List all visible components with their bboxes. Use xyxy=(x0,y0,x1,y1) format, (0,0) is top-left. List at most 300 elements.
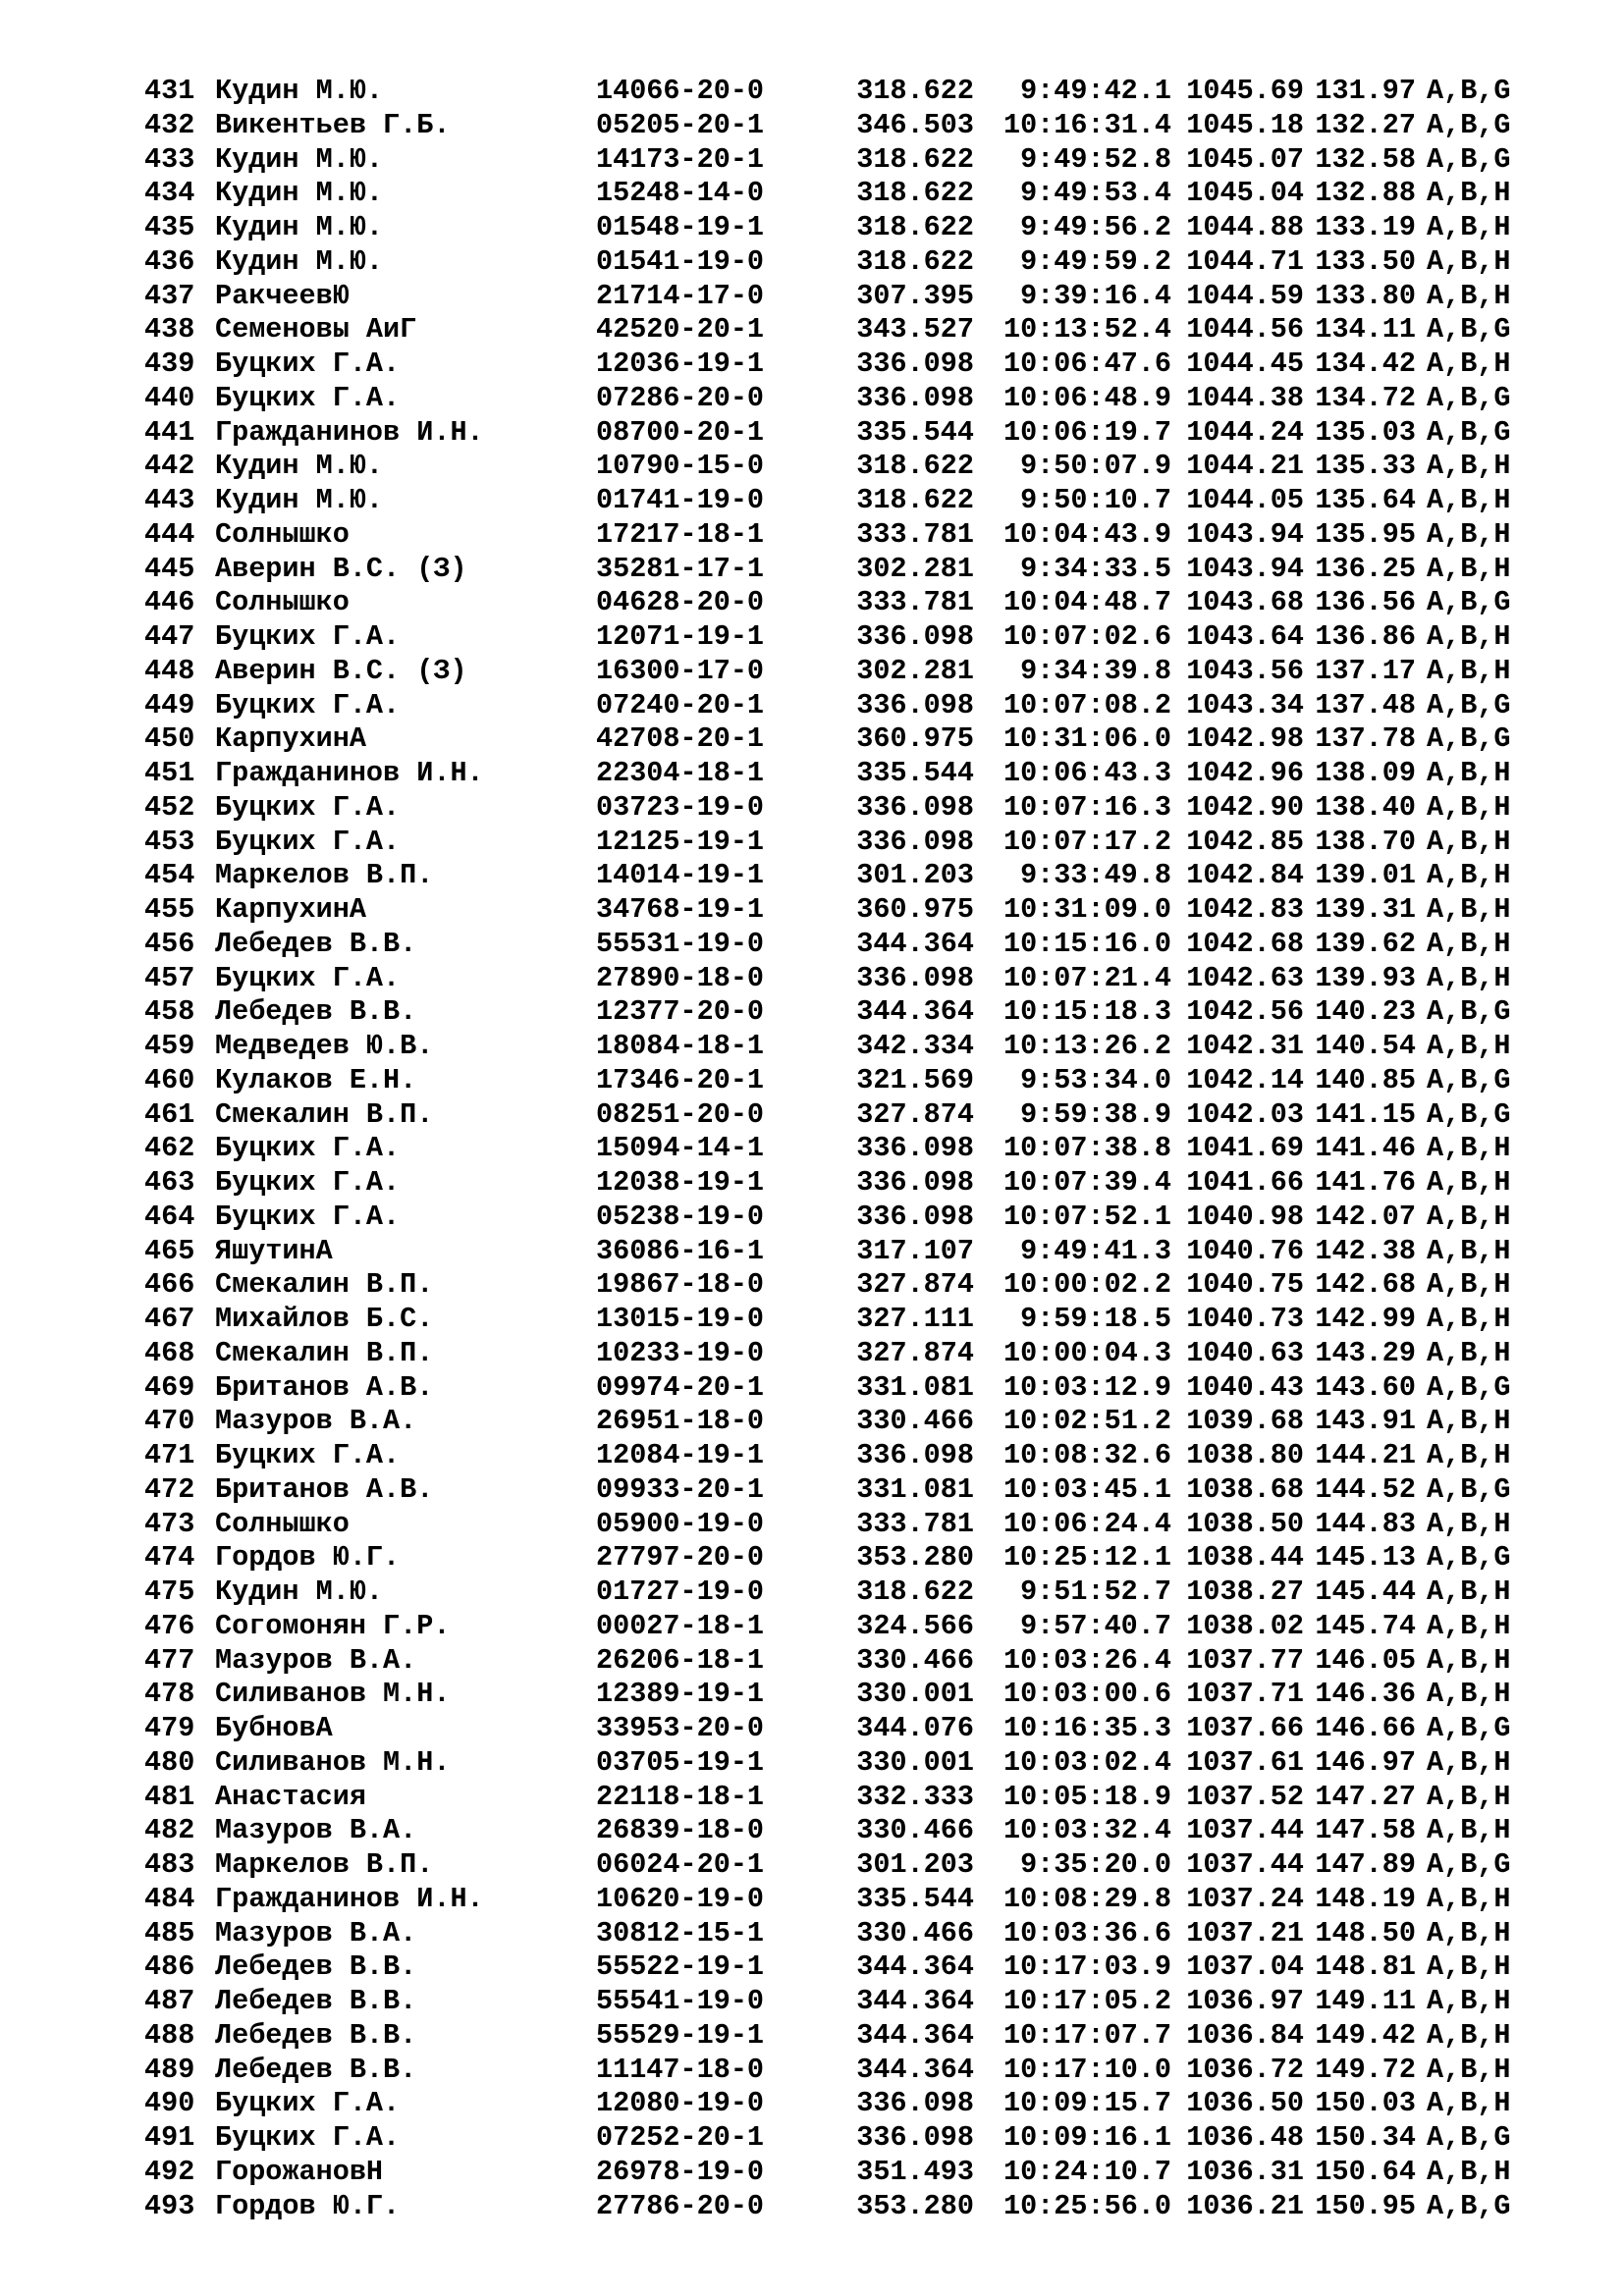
points: 146.97 xyxy=(1315,1745,1416,1779)
place-number: 461 xyxy=(144,1097,195,1131)
owner-name: Кудин М.Ю. xyxy=(215,1575,384,1608)
table-row xyxy=(144,1950,1578,1985)
points: 141.15 xyxy=(1315,1097,1416,1131)
ring-number: 12071-19-1 xyxy=(596,620,765,653)
arrival-time: 10:04:43.9 xyxy=(1002,517,1171,551)
distance: 327.874 xyxy=(856,1097,974,1131)
speed: 1043.56 xyxy=(1186,654,1304,687)
owner-name: Лебедев В.В. xyxy=(215,2018,417,2052)
distance: 307.395 xyxy=(856,279,974,312)
table-row xyxy=(144,928,1578,962)
speed: 1037.44 xyxy=(1186,1814,1304,1847)
place-number: 432 xyxy=(144,108,195,141)
distance: 333.781 xyxy=(856,1507,974,1540)
category: A,B,G xyxy=(1427,313,1511,347)
arrival-time: 10:17:03.9 xyxy=(1002,1950,1171,1984)
distance: 335.544 xyxy=(856,757,974,789)
category: A,B,G xyxy=(1427,586,1511,619)
distance: 327.874 xyxy=(856,1268,974,1302)
owner-name: Мазуров В.А. xyxy=(215,1916,417,1949)
table-row xyxy=(144,1268,1578,1303)
place-number: 465 xyxy=(144,1234,195,1267)
owner-name: Буцких Г.А. xyxy=(215,620,401,653)
place-number: 466 xyxy=(144,1268,195,1302)
speed: 1045.18 xyxy=(1186,108,1304,141)
place-number: 445 xyxy=(144,552,195,585)
owner-name: Маркелов В.П. xyxy=(215,859,434,892)
distance: 344.076 xyxy=(856,1712,974,1744)
ring-number: 12080-19-0 xyxy=(596,2087,765,2120)
points: 139.93 xyxy=(1315,961,1416,994)
points: 137.17 xyxy=(1315,654,1416,687)
arrival-time: 10:17:05.2 xyxy=(1002,1985,1171,2017)
arrival-time: 9:57:40.7 xyxy=(1020,1609,1171,1642)
distance: 336.098 xyxy=(856,961,974,994)
owner-name: Аверин В.С. (З) xyxy=(215,552,467,585)
points: 138.09 xyxy=(1315,757,1416,789)
category: A,B,H xyxy=(1427,1882,1511,1915)
arrival-time: 10:07:17.2 xyxy=(1002,825,1171,858)
ring-number: 21714-17-0 xyxy=(596,279,765,312)
table-row xyxy=(144,1508,1578,1542)
results-table xyxy=(144,75,1578,2223)
distance: 332.333 xyxy=(856,1780,974,1813)
table-row xyxy=(144,1610,1578,1644)
place-number: 434 xyxy=(144,177,195,210)
points: 140.85 xyxy=(1315,1063,1416,1096)
distance: 336.098 xyxy=(856,2121,974,2154)
ring-number: 13015-19-0 xyxy=(596,1303,765,1335)
points: 149.72 xyxy=(1315,2053,1416,2086)
owner-name: Гордов Ю.Г. xyxy=(215,1541,401,1575)
place-number: 485 xyxy=(144,1916,195,1949)
owner-name: Силиванов М.Н. xyxy=(215,1678,451,1711)
distance: 330.466 xyxy=(856,1405,974,1438)
ring-number: 27890-18-0 xyxy=(596,961,765,994)
arrival-time: 9:53:34.0 xyxy=(1020,1063,1171,1096)
arrival-time: 10:00:04.3 xyxy=(1002,1336,1171,1369)
owner-name: Кудин М.Ю. xyxy=(215,142,384,176)
arrival-time: 10:07:08.2 xyxy=(1002,688,1171,721)
owner-name: Солнышко xyxy=(215,517,350,551)
owner-name: Буцких Г.А. xyxy=(215,2087,401,2120)
speed: 1042.63 xyxy=(1186,961,1304,994)
owner-name: Мазуров В.А. xyxy=(215,1814,417,1847)
owner-name: Лебедев В.В. xyxy=(215,1985,417,2017)
category: A,B,G xyxy=(1427,2121,1511,2154)
distance: 360.975 xyxy=(856,722,974,756)
speed: 1043.34 xyxy=(1186,688,1304,721)
owner-name: Маркелов В.П. xyxy=(215,1848,434,1881)
distance: 301.203 xyxy=(856,859,974,892)
category: A,B,H xyxy=(1427,1234,1511,1267)
distance: 346.503 xyxy=(856,108,974,141)
points: 136.25 xyxy=(1315,552,1416,585)
points: 142.07 xyxy=(1315,1200,1416,1233)
table-row xyxy=(144,586,1578,620)
ring-number: 12038-19-1 xyxy=(596,1166,765,1199)
ring-number: 55531-19-0 xyxy=(596,927,765,960)
place-number: 473 xyxy=(144,1507,195,1540)
ring-number: 36086-16-1 xyxy=(596,1234,765,1267)
arrival-time: 10:06:48.9 xyxy=(1002,381,1171,414)
points: 139.31 xyxy=(1315,893,1416,926)
ring-number: 27786-20-0 xyxy=(596,2189,765,2222)
arrival-time: 10:24:10.7 xyxy=(1002,2155,1171,2188)
speed: 1042.83 xyxy=(1186,893,1304,926)
category: A,B,H xyxy=(1427,2018,1511,2052)
table-row xyxy=(144,1132,1578,1166)
arrival-time: 9:49:52.8 xyxy=(1020,142,1171,176)
ring-number: 03723-19-0 xyxy=(596,790,765,824)
points: 145.74 xyxy=(1315,1609,1416,1642)
ring-number: 34768-19-1 xyxy=(596,893,765,926)
table-row xyxy=(144,1303,1578,1337)
arrival-time: 10:07:16.3 xyxy=(1002,790,1171,824)
distance: 344.364 xyxy=(856,2018,974,2052)
speed: 1045.07 xyxy=(1186,142,1304,176)
place-number: 469 xyxy=(144,1370,195,1404)
distance: 302.281 xyxy=(856,552,974,585)
distance: 333.781 xyxy=(856,586,974,619)
points: 137.78 xyxy=(1315,722,1416,756)
speed: 1043.64 xyxy=(1186,620,1304,653)
points: 139.01 xyxy=(1315,859,1416,892)
ring-number: 10790-15-0 xyxy=(596,450,765,483)
speed: 1044.21 xyxy=(1186,450,1304,483)
owner-name: Мазуров В.А. xyxy=(215,1405,417,1438)
category: A,B,H xyxy=(1427,450,1511,483)
owner-name: Буцких Г.А. xyxy=(215,790,401,824)
points: 131.97 xyxy=(1315,75,1416,107)
place-number: 472 xyxy=(144,1472,195,1506)
arrival-time: 10:15:16.0 xyxy=(1002,927,1171,960)
category: A,B,H xyxy=(1427,1643,1511,1677)
place-number: 455 xyxy=(144,893,195,926)
table-row xyxy=(144,1098,1578,1133)
place-number: 486 xyxy=(144,1950,195,1984)
place-number: 436 xyxy=(144,244,195,278)
speed: 1040.98 xyxy=(1186,1200,1304,1233)
ring-number: 22118-18-1 xyxy=(596,1780,765,1813)
owner-name: Кудин М.Ю. xyxy=(215,450,384,483)
owner-name: Солнышко xyxy=(215,1507,350,1540)
category: A,B,H xyxy=(1427,1200,1511,1233)
points: 136.56 xyxy=(1315,586,1416,619)
arrival-time: 9:50:10.7 xyxy=(1020,484,1171,516)
arrival-time: 10:07:52.1 xyxy=(1002,1200,1171,1233)
category: A,B,H xyxy=(1427,1132,1511,1165)
ring-number: 05205-20-1 xyxy=(596,108,765,141)
owner-name: Буцких Г.А. xyxy=(215,347,401,380)
table-row xyxy=(144,518,1578,553)
category: A,B,H xyxy=(1427,654,1511,687)
table-row xyxy=(144,1541,1578,1575)
place-number: 468 xyxy=(144,1336,195,1369)
owner-name: Медведев Ю.В. xyxy=(215,1030,434,1062)
owner-name: Кудин М.Ю. xyxy=(215,75,384,107)
owner-name: Буцких Г.А. xyxy=(215,1200,401,1233)
place-number: 438 xyxy=(144,313,195,347)
owner-name: Аверин В.С. (З) xyxy=(215,654,467,687)
arrival-time: 9:51:52.7 xyxy=(1020,1575,1171,1608)
table-row xyxy=(144,143,1578,178)
category: A,B,H xyxy=(1427,552,1511,585)
distance: 318.622 xyxy=(856,244,974,278)
ring-number: 30812-15-1 xyxy=(596,1916,765,1949)
speed: 1037.66 xyxy=(1186,1712,1304,1744)
distance: 302.281 xyxy=(856,654,974,687)
arrival-time: 10:00:02.2 xyxy=(1002,1268,1171,1302)
speed: 1043.94 xyxy=(1186,552,1304,585)
owner-name: Лебедев В.В. xyxy=(215,2053,417,2086)
ring-number: 05900-19-0 xyxy=(596,1507,765,1540)
speed: 1037.77 xyxy=(1186,1643,1304,1677)
place-number: 471 xyxy=(144,1439,195,1471)
category: A,B,H xyxy=(1427,893,1511,926)
table-row xyxy=(144,757,1578,791)
points: 144.83 xyxy=(1315,1507,1416,1540)
category: A,B,G xyxy=(1427,995,1511,1029)
table-row xyxy=(144,2019,1578,2054)
arrival-time: 10:16:35.3 xyxy=(1002,1712,1171,1744)
category: A,B,H xyxy=(1427,2087,1511,2120)
ring-number: 01541-19-0 xyxy=(596,244,765,278)
arrival-time: 9:49:53.4 xyxy=(1020,177,1171,210)
category: A,B,G xyxy=(1427,1370,1511,1404)
arrival-time: 9:49:42.1 xyxy=(1020,75,1171,107)
ring-number: 12389-19-1 xyxy=(596,1678,765,1711)
table-row xyxy=(144,995,1578,1030)
points: 149.11 xyxy=(1315,1985,1416,2017)
place-number: 447 xyxy=(144,620,195,653)
points: 133.50 xyxy=(1315,244,1416,278)
ring-number: 42708-20-1 xyxy=(596,722,765,756)
speed: 1036.97 xyxy=(1186,1985,1304,2017)
distance: 336.098 xyxy=(856,1439,974,1471)
ring-number: 26839-18-0 xyxy=(596,1814,765,1847)
place-number: 487 xyxy=(144,1985,195,2017)
distance: 318.622 xyxy=(856,211,974,243)
speed: 1040.63 xyxy=(1186,1336,1304,1369)
ring-number: 03705-19-1 xyxy=(596,1745,765,1779)
place-number: 435 xyxy=(144,211,195,243)
owner-name: КарпухинА xyxy=(215,893,366,926)
owner-name: Смекалин В.П. xyxy=(215,1268,434,1302)
arrival-time: 10:15:18.3 xyxy=(1002,995,1171,1029)
speed: 1044.88 xyxy=(1186,211,1304,243)
ring-number: 09933-20-1 xyxy=(596,1472,765,1506)
category: A,B,G xyxy=(1427,1848,1511,1881)
points: 146.36 xyxy=(1315,1678,1416,1711)
arrival-time: 9:49:59.2 xyxy=(1020,244,1171,278)
table-row xyxy=(144,1337,1578,1371)
ring-number: 26206-18-1 xyxy=(596,1643,765,1677)
arrival-time: 10:09:16.1 xyxy=(1002,2121,1171,2154)
speed: 1043.68 xyxy=(1186,586,1304,619)
table-row xyxy=(144,1405,1578,1439)
table-row xyxy=(144,2190,1578,2224)
table-row xyxy=(144,313,1578,347)
points: 145.13 xyxy=(1315,1541,1416,1575)
ring-number: 12125-19-1 xyxy=(596,825,765,858)
place-number: 470 xyxy=(144,1405,195,1438)
points: 142.38 xyxy=(1315,1234,1416,1267)
speed: 1037.52 xyxy=(1186,1780,1304,1813)
distance: 353.280 xyxy=(856,2189,974,2222)
arrival-time: 10:05:18.9 xyxy=(1002,1780,1171,1813)
arrival-time: 10:31:09.0 xyxy=(1002,893,1171,926)
arrival-time: 9:50:07.9 xyxy=(1020,450,1171,483)
category: A,B,H xyxy=(1427,1916,1511,1949)
arrival-time: 10:03:32.4 xyxy=(1002,1814,1171,1847)
table-row xyxy=(144,1371,1578,1406)
table-row xyxy=(144,722,1578,757)
table-row xyxy=(144,1064,1578,1098)
owner-name: Лебедев В.В. xyxy=(215,995,417,1029)
arrival-time: 10:16:31.4 xyxy=(1002,108,1171,141)
distance: 318.622 xyxy=(856,142,974,176)
points: 135.03 xyxy=(1315,415,1416,449)
distance: 330.466 xyxy=(856,1643,974,1677)
points: 140.23 xyxy=(1315,995,1416,1029)
points: 150.64 xyxy=(1315,2155,1416,2188)
distance: 336.098 xyxy=(856,790,974,824)
table-row xyxy=(144,280,1578,314)
category: A,B,G xyxy=(1427,1472,1511,1506)
distance: 324.566 xyxy=(856,1609,974,1642)
points: 138.40 xyxy=(1315,790,1416,824)
distance: 335.544 xyxy=(856,1882,974,1915)
place-number: 481 xyxy=(144,1780,195,1813)
points: 142.99 xyxy=(1315,1303,1416,1335)
table-row xyxy=(144,1439,1578,1473)
place-number: 453 xyxy=(144,825,195,858)
ring-number: 11147-18-0 xyxy=(596,2053,765,2086)
category: A,B,H xyxy=(1427,790,1511,824)
distance: 344.364 xyxy=(856,927,974,960)
owner-name: Лебедев В.В. xyxy=(215,927,417,960)
owner-name: Буцких Г.А. xyxy=(215,961,401,994)
ring-number: 10620-19-0 xyxy=(596,1882,765,1915)
points: 138.70 xyxy=(1315,825,1416,858)
table-row xyxy=(144,859,1578,893)
speed: 1042.98 xyxy=(1186,722,1304,756)
speed: 1042.31 xyxy=(1186,1030,1304,1062)
distance: 351.493 xyxy=(856,2155,974,2188)
table-row xyxy=(144,620,1578,655)
category: A,B,H xyxy=(1427,1405,1511,1438)
points: 147.89 xyxy=(1315,1848,1416,1881)
place-number: 448 xyxy=(144,654,195,687)
owner-name: РакчеевЮ xyxy=(215,279,350,312)
category: A,B,H xyxy=(1427,517,1511,551)
category: A,B,H xyxy=(1427,1575,1511,1608)
place-number: 459 xyxy=(144,1030,195,1062)
table-row xyxy=(144,1917,1578,1951)
owner-name: Михайлов Б.С. xyxy=(215,1303,434,1335)
speed: 1037.21 xyxy=(1186,1916,1304,1949)
ring-number: 01741-19-0 xyxy=(596,484,765,516)
place-number: 457 xyxy=(144,961,195,994)
points: 149.42 xyxy=(1315,2018,1416,2052)
speed: 1042.84 xyxy=(1186,859,1304,892)
points: 135.33 xyxy=(1315,450,1416,483)
owner-name: Кулаков Е.Н. xyxy=(215,1063,417,1096)
ring-number: 14066-20-0 xyxy=(596,75,765,107)
table-row xyxy=(144,450,1578,484)
place-number: 483 xyxy=(144,1848,195,1881)
table-row xyxy=(144,1473,1578,1508)
owner-name: Буцких Г.А. xyxy=(215,825,401,858)
place-number: 477 xyxy=(144,1643,195,1677)
category: A,B,G xyxy=(1427,142,1511,176)
distance: 318.622 xyxy=(856,177,974,210)
table-row xyxy=(144,1814,1578,1848)
owner-name: КарпухинА xyxy=(215,722,366,756)
arrival-time: 10:25:56.0 xyxy=(1002,2189,1171,2222)
points: 134.11 xyxy=(1315,313,1416,347)
speed: 1042.85 xyxy=(1186,825,1304,858)
owner-name: Кудин М.Ю. xyxy=(215,244,384,278)
distance: 331.081 xyxy=(856,1472,974,1506)
ring-number: 06024-20-1 xyxy=(596,1848,765,1881)
speed: 1036.50 xyxy=(1186,2087,1304,2120)
place-number: 484 xyxy=(144,1882,195,1915)
place-number: 467 xyxy=(144,1303,195,1335)
arrival-time: 10:07:39.4 xyxy=(1002,1166,1171,1199)
speed: 1037.24 xyxy=(1186,1882,1304,1915)
table-row xyxy=(144,382,1578,416)
category: A,B,G xyxy=(1427,415,1511,449)
arrival-time: 9:33:49.8 xyxy=(1020,859,1171,892)
ring-number: 15094-14-1 xyxy=(596,1132,765,1165)
speed: 1045.04 xyxy=(1186,177,1304,210)
place-number: 482 xyxy=(144,1814,195,1847)
category: A,B,G xyxy=(1427,2189,1511,2222)
ring-number: 19867-18-0 xyxy=(596,1268,765,1302)
distance: 330.001 xyxy=(856,1678,974,1711)
speed: 1044.05 xyxy=(1186,484,1304,516)
arrival-time: 10:04:48.7 xyxy=(1002,586,1171,619)
place-number: 492 xyxy=(144,2155,195,2188)
ring-number: 18084-18-1 xyxy=(596,1030,765,1062)
distance: 336.098 xyxy=(856,2087,974,2120)
speed: 1037.71 xyxy=(1186,1678,1304,1711)
points: 143.29 xyxy=(1315,1336,1416,1369)
ring-number: 08700-20-1 xyxy=(596,415,765,449)
table-row xyxy=(144,826,1578,860)
table-row xyxy=(144,1848,1578,1883)
category: A,B,H xyxy=(1427,1030,1511,1062)
table-row xyxy=(144,177,1578,211)
points: 147.58 xyxy=(1315,1814,1416,1847)
ring-number: 07252-20-1 xyxy=(596,2121,765,2154)
speed: 1036.21 xyxy=(1186,2189,1304,2222)
table-row xyxy=(144,2054,1578,2088)
owner-name: ЯшутинА xyxy=(215,1234,333,1267)
points: 144.21 xyxy=(1315,1439,1416,1471)
ring-number: 26951-18-0 xyxy=(596,1405,765,1438)
points: 136.86 xyxy=(1315,620,1416,653)
table-row xyxy=(144,1678,1578,1712)
arrival-time: 9:39:16.4 xyxy=(1020,279,1171,312)
arrival-time: 10:03:26.4 xyxy=(1002,1643,1171,1677)
points: 143.60 xyxy=(1315,1370,1416,1404)
place-number: 452 xyxy=(144,790,195,824)
place-number: 489 xyxy=(144,2053,195,2086)
points: 133.80 xyxy=(1315,279,1416,312)
